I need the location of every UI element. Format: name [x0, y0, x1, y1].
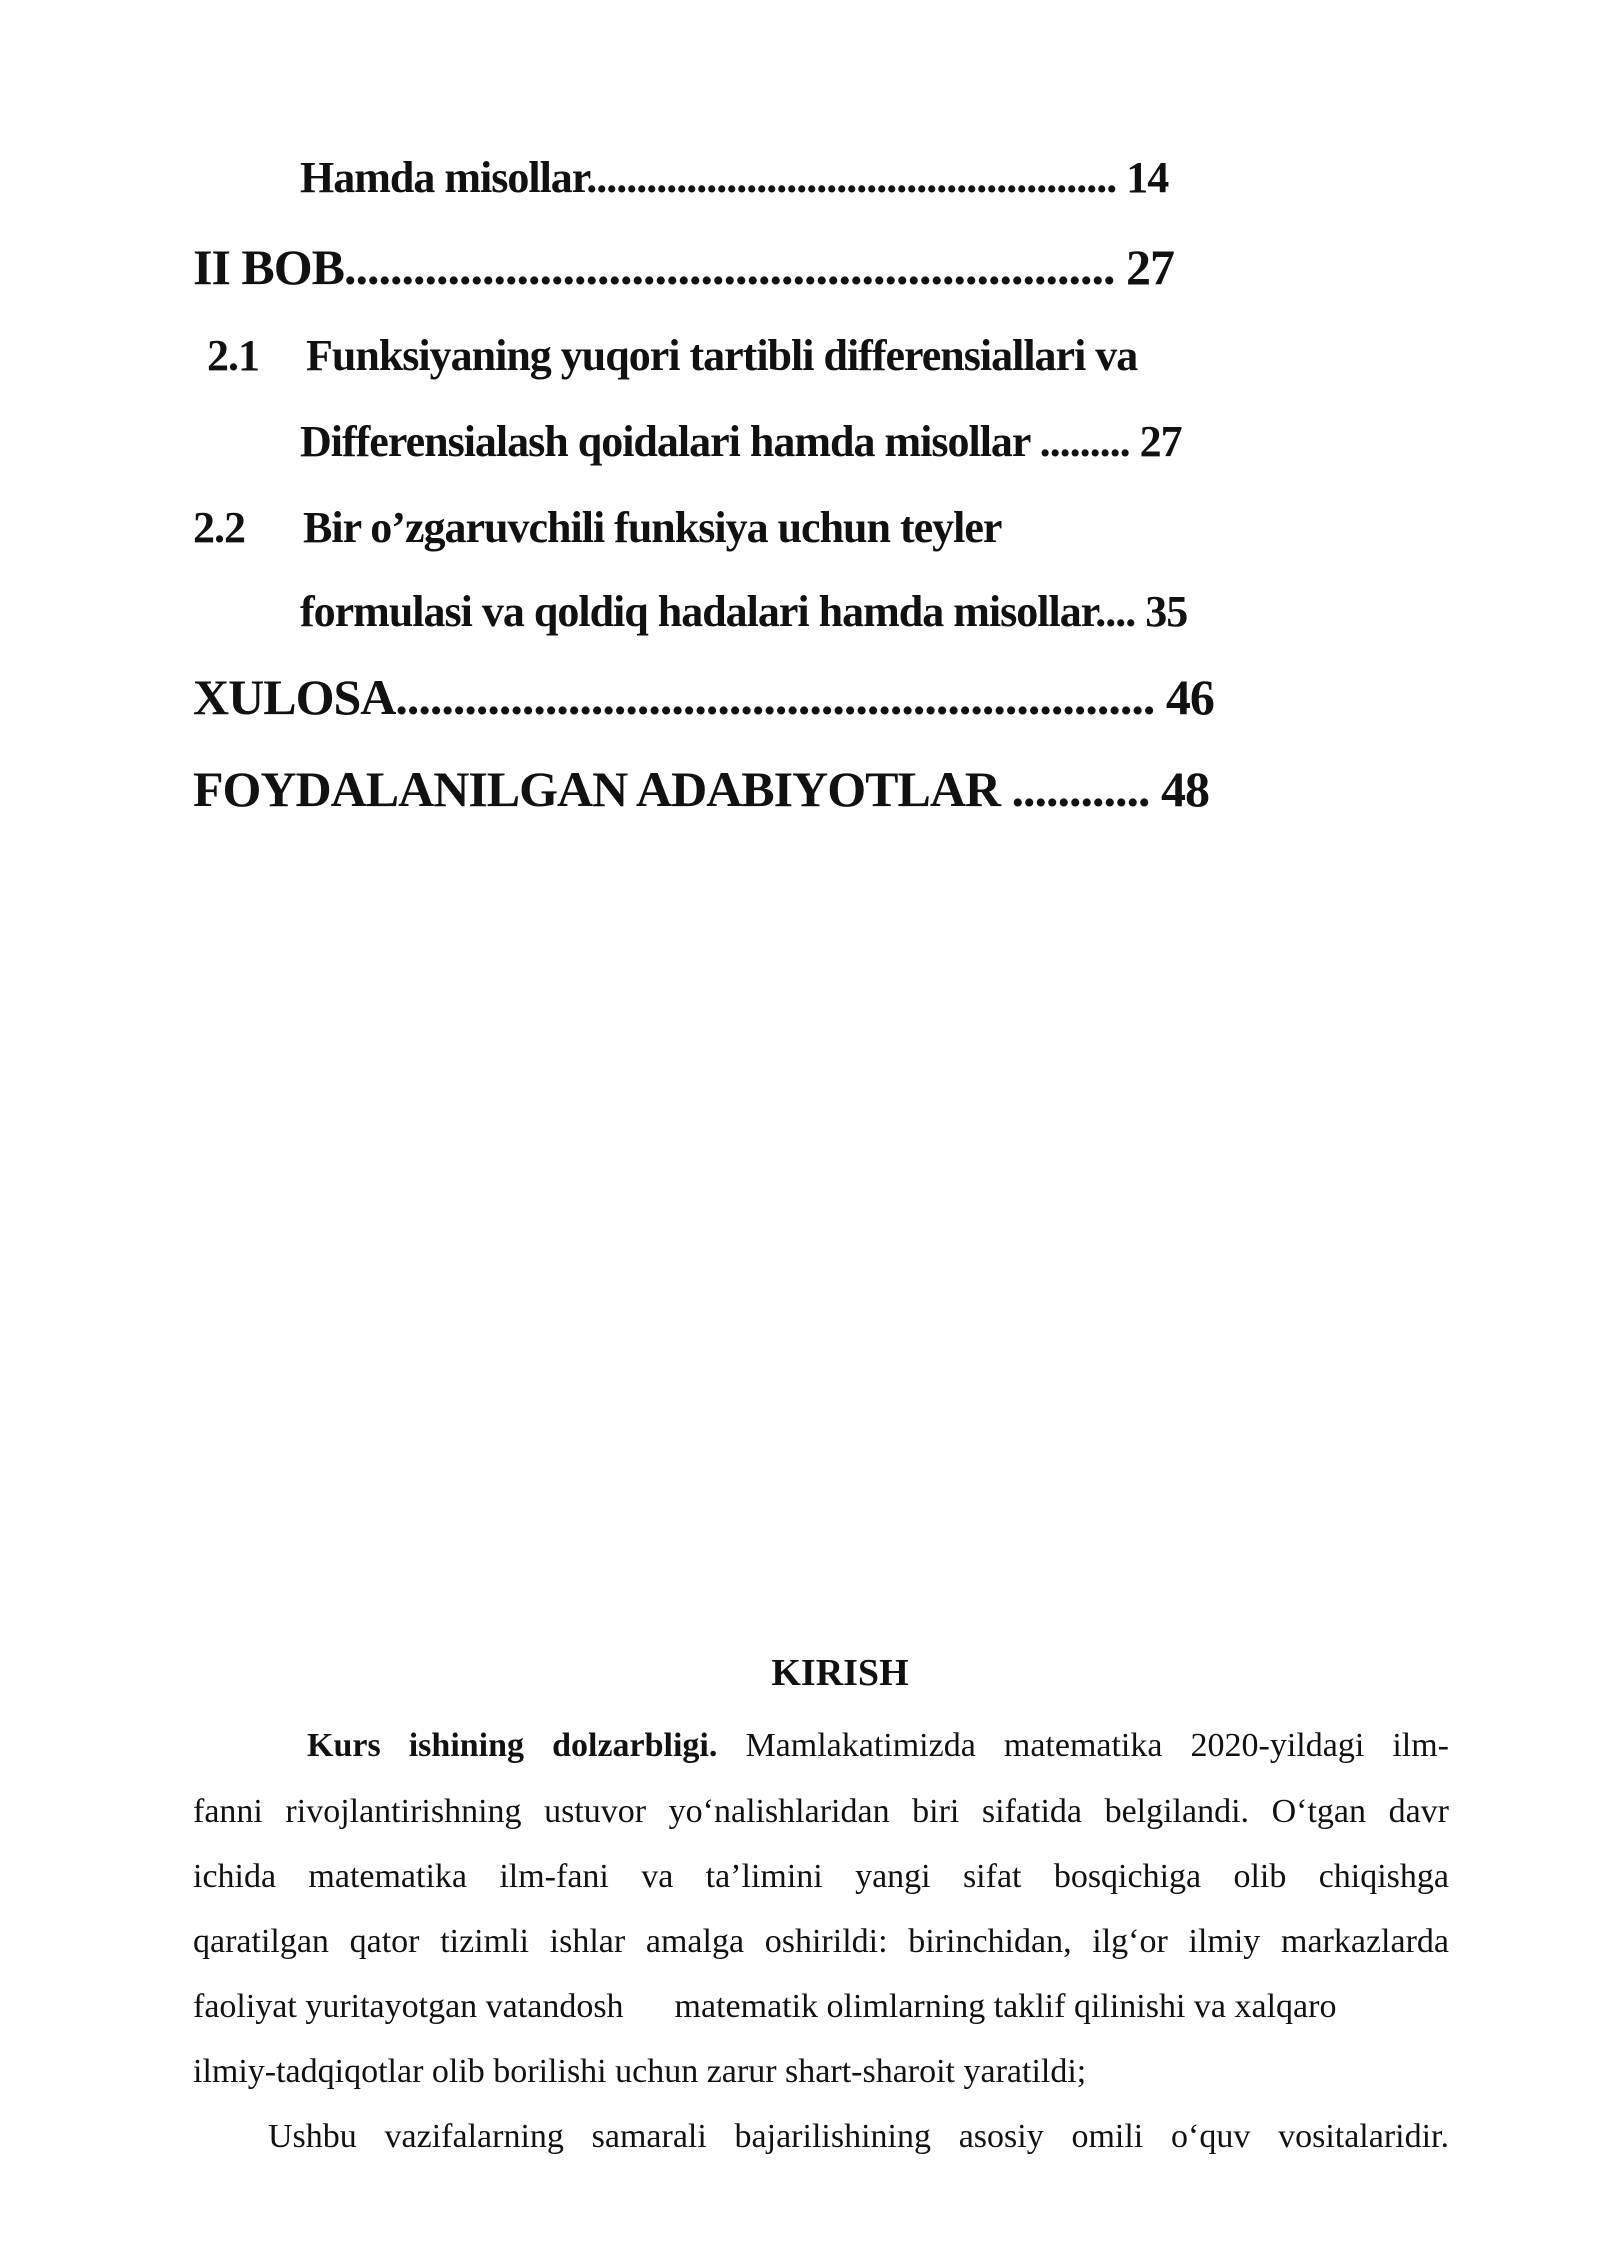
- toc-entry-ii-bob: II BOB................................................................... 27: [193, 239, 1175, 295]
- toc-entry-hamda-misollar: Hamda misollar..................................................... 14: [300, 153, 1169, 202]
- toc-entry-number-2-2: 2.2: [193, 503, 245, 552]
- toc-entry-xulosa: XULOSA.................................................................. 46: [193, 669, 1214, 725]
- intro-lead-bold: Kurs ishining dolzarbligi.: [307, 1727, 718, 1764]
- toc-entry-2-2-title: Bir o’zgaruvchili funksiya uchun teyler: [303, 503, 1002, 552]
- intro-paragraph-line-2: fanni rivojlantirishning ustuvor yo‘nalishlaridan biri sifatida belgilandi. O‘tgan davr: [193, 1793, 1449, 1830]
- intro-paragraph-line-5: faoliyat yuritayotgan vatandosh matematik olimlarning taklif qilinishi va xalqaro: [193, 1988, 1337, 2025]
- toc-entry-number-2-1: 2.1: [207, 331, 259, 380]
- intro-paragraph-line-3: ichida matematika ilm-fani va ta’limini yangi sifat bosqichiga olib chiqishga: [193, 1858, 1449, 1895]
- toc-entry-2-1-title: Funksiyaning yuqori tartibli differensiallari va: [306, 331, 1138, 380]
- toc-entry-2-1-continuation: Differensialash qoidalari hamda misollar ......... 27: [300, 417, 1182, 466]
- section-heading-kirish: KIRISH: [771, 1652, 909, 1694]
- intro-paragraph-line-1: [307, 1726, 1449, 1766]
- intro-paragraph-line-7: Ushbu vazifalarning samarali bajarilishining asosiy omili o‘quv vositalaridir.: [268, 2118, 1449, 2155]
- intro-lead-rest: Mamlakatimizda matematika 2020-yildagi ilm-: [717, 1727, 1450, 1764]
- intro-paragraph-line-4: qaratilgan qator tizimli ishlar amalga oshirildi: birinchidan, ilg‘or ilmiy markazlarda: [193, 1923, 1449, 1960]
- toc-entry-foydalanilgan-adabiyotlar: FOYDALANILGAN ADABIYOTLAR ............ 48: [193, 761, 1210, 817]
- intro-paragraph-line-6: ilmiy-tadqiqotlar olib borilishi uchun zarur shart-sharoit yaratildi;: [193, 2053, 1087, 2090]
- toc-entry-2-2-continuation: formulasi va qoldiq hadalari hamda misollar.... 35: [300, 587, 1188, 636]
